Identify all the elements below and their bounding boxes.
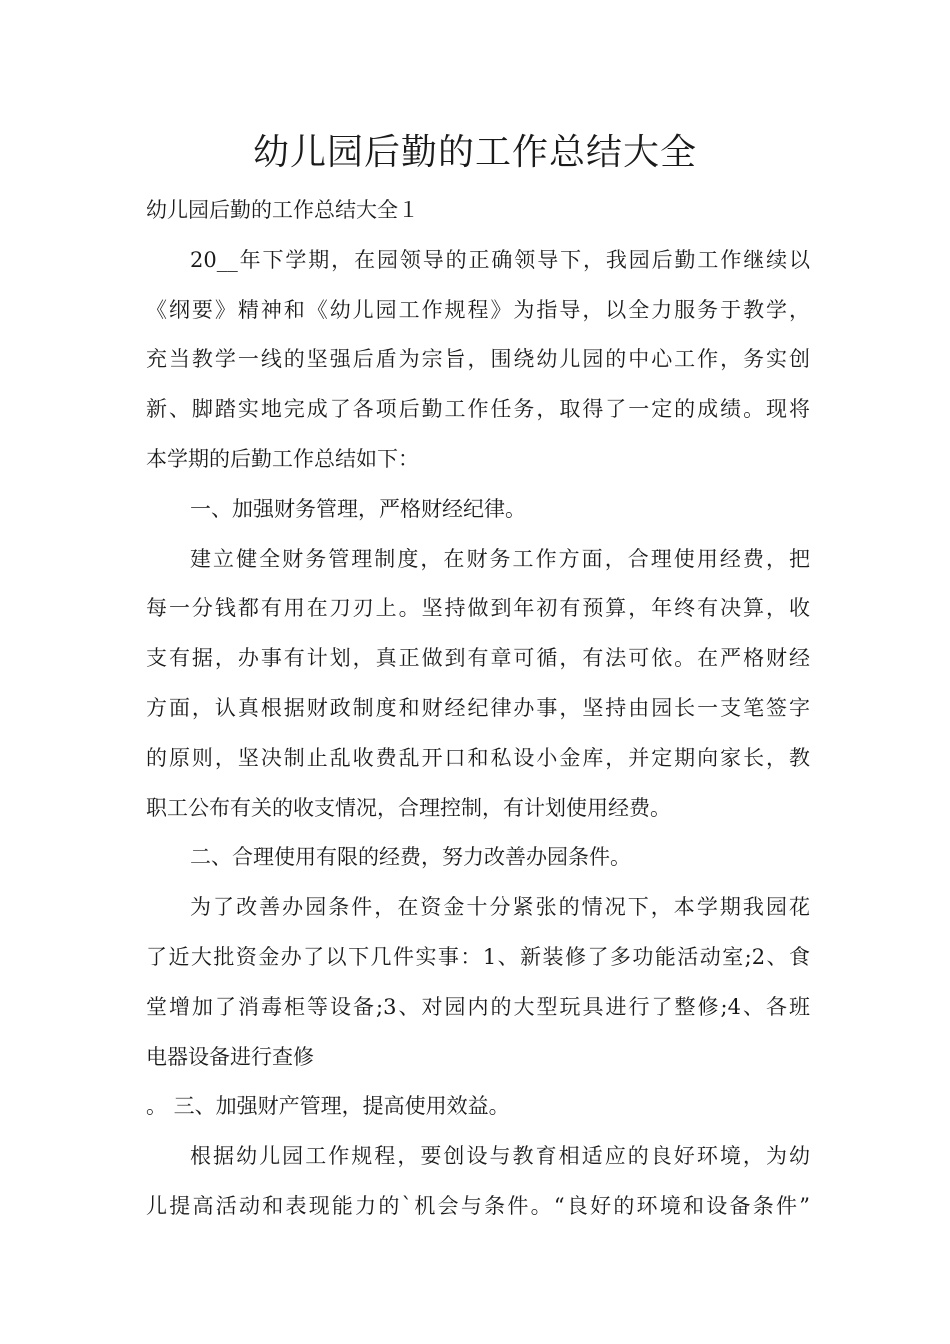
document-body <box>146 186 810 1232</box>
text-line: 建立健全财务管理制度，在财务工作方面，合理使用经费，把 <box>190 546 810 571</box>
text-line: 为了改善办园条件，在资金十分紧张的情况下，本学期我园花 <box>190 895 810 920</box>
text-line: 《纲要》精神和《幼儿园工作规程》为指导，以全力服务于教学， <box>146 297 810 322</box>
text-line: 儿提高活动和表现能力的`机会与条件。“良好的环境和设备条件” <box>146 1193 810 1218</box>
text-line: 本学期的后勤工作总结如下： <box>146 446 419 471</box>
text-line: 。 三、加强财产管理，提高使用效益。 <box>146 1094 510 1119</box>
text-line: 的原则，坚决制止乱收费乱开口和私设小金库，并定期向家长，教 <box>146 745 810 770</box>
text-line: 一、加强财务管理，严格财经纪律。 <box>190 496 526 521</box>
text-line: 20__年下学期，在园领导的正确领导下，我园后勤工作继续以 <box>190 247 810 272</box>
text-line: 幼儿园后勤的工作总结大全１ <box>146 198 419 222</box>
text-line: 新、脚踏实地完成了各项后勤工作任务，取得了一定的成绩。现将 <box>146 397 810 422</box>
text-line: 根据幼儿园工作规程，要创设与教育相适应的良好环境，为幼 <box>190 1144 810 1169</box>
text-line: 支有据，办事有计划，真正做到有章可循，有法可依。在严格财经 <box>146 646 810 671</box>
text-line: 方面，认真根据财政制度和财经纪律办事，坚持由园长一支笔签字 <box>146 695 810 720</box>
text-line: 电器设备进行查修 <box>146 1044 314 1069</box>
text-line: 职工公布有关的收支情况，合理控制，有计划使用经费。 <box>146 795 671 820</box>
text-line: 了近大批资金办了以下几件实事：1、新装修了多功能活动室;2、食 <box>146 944 810 969</box>
text-line: 每一分钱都有用在刀刃上。坚持做到年初有预算，年终有决算，收 <box>146 596 810 621</box>
document-title: 幼儿园后勤的工作总结大全 <box>252 132 697 173</box>
text-line: 二、合理使用有限的经费，努力改善办园条件。 <box>190 845 631 870</box>
text-line: 堂增加了消毒柜等设备;3、对园内的大型玩具进行了整修;4、各班 <box>146 994 810 1019</box>
text-line: 充当教学一线的坚强后盾为宗旨，围绕幼儿园的中心工作，务实创 <box>146 347 810 372</box>
